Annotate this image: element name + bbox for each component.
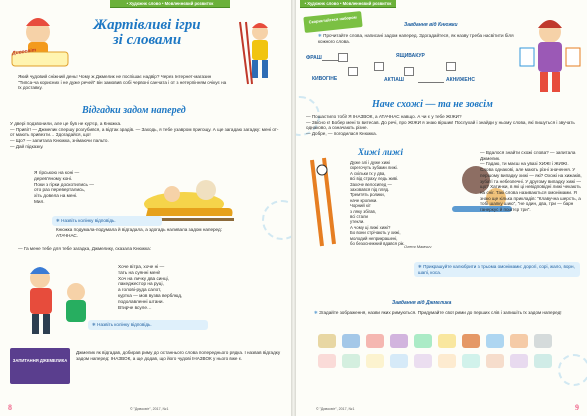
answer-box-4[interactable] (404, 67, 414, 76)
badge-ribbon (303, 11, 362, 33)
story-paragraph-1: У двері подзвонили, але це був не кур'єр, а Кнюжка. — Привіт! — Джмелик спершу розгубився, а відтак зрадів. — Заходь, я тебе узавром пригощу. А ще загадаю загадку: мені от-от мають привезти… Здогадайся, що! — Що? — запитала Кнюжка, знімаючи пальто. — Дай підказку. (10, 121, 279, 149)
promo-box[interactable] (10, 348, 70, 384)
promo-text: ЗАПИТАННЯ ДЖЕМЕЛИКА (12, 358, 68, 363)
snowflake-decoration (558, 354, 587, 386)
snowflake-icon: ❄ (318, 33, 324, 38)
picture-chair (462, 354, 480, 368)
snowflake-icon: ❄ (314, 310, 320, 315)
picture-bag (414, 354, 432, 368)
connector-line (418, 82, 444, 83)
task2-instructions (314, 310, 570, 316)
page-number-left: 8 (8, 403, 12, 412)
snowflake-decoration (262, 200, 291, 240)
left-page (0, 0, 291, 416)
girl-with-cards-illustration (516, 12, 584, 96)
kids-illustration (8, 262, 104, 344)
snowflake-icon: ❄ (418, 264, 422, 269)
hint-note-2-text: Назвіть колінку відповідь. (97, 322, 152, 327)
intro-text: Який чудовий сніжний день! Чому ж Джмелик не поспішає надвір? Через Інтернет-магазин "Типса-ча корисних і не дуже речей" він замовив собі червоні санчата і от з нетерпінням очікує на їх доставку. (18, 74, 227, 91)
task-label: Завдання від Кнюжки (404, 22, 458, 28)
riddle-poem-1: Я гірською на коні — дерев'яному коні. Поки з гірки доскотились — ото раз перевертались, хіть довела на мені. Мил. (34, 170, 94, 204)
picture-bell (390, 354, 408, 368)
footer-left: © "Дивосвіт", 2017, №1 (130, 407, 169, 411)
picture-sun (438, 334, 456, 348)
task2-label: Завдання від Джмелика (392, 300, 452, 306)
picture-squirrel (462, 334, 480, 348)
puzzle-word-3: КИВОГІНЕ (312, 76, 338, 82)
picture-hedgehog (534, 334, 552, 348)
poem-author: Олеся Мамчич (404, 244, 432, 249)
explanation-paragraph: — Вдалося знайти схожі слова? — запитала Джмелик. — Гадаю, ти маєш на увазі ХИЖІ і ЖИЖІ. Слова однакові, але мають різні значення. У першому випадку хижі — які? Охожі на хижаків, зубаті та небезпечні. У другому випадку хижі — що? Хатинки, в які ці невідповідні лижі чекають на сніг. Такі слова називаються омонімами. Я знаю ще кілька прикладів: "Клавучна шерсть, а тобі шапку шию", "не один, два, три — барн ганеркус й поштєр три". (480, 150, 582, 213)
snowflake-icon: ❄ (92, 322, 96, 327)
dialog-paragraph: — Пошастило тобі! Я ІНАЗВОК, а АТАЧНАС навщо. А чи є у тебе ЖІЖИ? — Звісно є! Бобер мені їх витесав. До речі, про ЖІЖИ я знаю віршик! Послухай і знайди у ньому слова, які пишуться і звучать однаково, а означають різне. — Добре, — погодилася Кнюжка. (306, 114, 575, 137)
magazine-logo-illustration (8, 10, 72, 68)
answer-box-5[interactable] (446, 62, 456, 71)
story-paragraph-2-text: Кнюжка подумала-подумала й відгадала, а здогадь наливала задом наперед: АТАЧНАС. (56, 227, 222, 238)
riddle-poem-2: Хоче вітра, хоче ні — тать на суянні мені! Хоч на личку два синці, лакеджестор на руці, а голові-руда салот, куртка — мов вузва верблюд, подолавленні штани. Втирче всуле… (118, 264, 183, 310)
task-instructions-text: Прочитайте слова, написані задом наперед. Здогадайтеся, як назву треба насвітити біля кожного слова. (318, 33, 514, 44)
connector-line (322, 60, 338, 61)
footer-right: © "Дивосвіт", 2017, №1 (316, 407, 355, 411)
hint-note-1 (52, 216, 162, 226)
page-number-right: 9 (575, 403, 579, 412)
article-title (72, 18, 222, 49)
top-category-bar (300, 0, 396, 8)
omonym-poem: Дуже злі і дуже хижі скрегочуть зубами лижі. А скільки їх у два, всі від страху ледь живі. Захоче велосипед — заховався під пляд. Тремтять ролики, наче кролики. Чорний кіт з ляку збігав, всі стали утекли. А чому ці лижі хижі? Бо вони стрічають у хижі, молодий неприкрашені, бо безоснежний вдався рік. (350, 160, 405, 247)
section-title-2: Наче схожі — та не зовсім (372, 99, 493, 110)
hint-note-2 (88, 320, 208, 330)
picture-cheese (366, 354, 384, 368)
picture-scarf (366, 334, 384, 348)
story-paragraph-2 (56, 227, 236, 238)
story-paragraph-4: Джмелик як відгадав, добирав риму до останнього слова попереднього рядка. І назвав відгадку задом наперед: ІНАЗВОК, а ще додав, що його чудові ІНАЗВОК у нього вже є. (76, 350, 281, 361)
hint-note-1-text: Назвіть колінку відповідь. (61, 218, 116, 223)
picture-mouse (318, 354, 336, 368)
puzzle-word-1: ФРАШ (306, 55, 322, 61)
picture-tree (414, 334, 432, 348)
answer-box-2[interactable] (374, 62, 384, 71)
right-page (296, 0, 587, 416)
puzzle-word-4: АКТІАШ (384, 77, 404, 83)
article-title-line1: Жартівливі ігри (93, 17, 201, 33)
badge-text: Скористайтеся набором (308, 14, 357, 25)
task2-instructions-text: Згадайте зображення, назви яких римуються. Придумайте свої рими до перших слів і запишіть їх задом наперед! (319, 310, 562, 315)
snowflake-icon: ❄ (56, 218, 60, 223)
picture-lamp (510, 354, 528, 368)
task-note (414, 262, 580, 277)
answer-box-3[interactable] (348, 67, 358, 76)
picture-bread (510, 334, 528, 348)
picture-bear (438, 354, 456, 368)
skier-illustration (222, 14, 288, 90)
top-category-bar (110, 0, 230, 8)
puzzle-word-5: АКНИЖЕНС (446, 77, 475, 83)
task-instructions (318, 33, 518, 44)
skis-illustration (302, 150, 352, 250)
puzzle-word-2: ЯЩИВАКУР (396, 53, 425, 59)
category-label: • Художнє слово • Мовленнєвий розвиток (304, 1, 392, 6)
task-note-text: Прикрашуйте калюбрити з трьома омонімами: дорогі, сорі, жало, ворн, шапі, коса. (418, 264, 575, 275)
picture-house (534, 354, 552, 368)
category-label: • Художнє слово • Мовленнєвий розвиток (126, 1, 214, 6)
intro-paragraph (18, 74, 228, 91)
picture-dog (486, 354, 504, 368)
picture-frog (342, 354, 360, 368)
logo-text: Дивосвіт (11, 47, 37, 57)
section-title: Відгадки задом наперед (82, 105, 186, 116)
picture-hat (390, 334, 408, 348)
poem-title: Хижі лижі (358, 147, 404, 157)
picture-skates (342, 334, 360, 348)
article-title-line2: зі словами (112, 32, 182, 49)
picture-fish (486, 334, 504, 348)
story-paragraph-3: — Га мене тебе для тебе загадка, Джмелику, сказала Кнюжка: (18, 246, 151, 251)
picture-mittens (318, 334, 336, 348)
answer-box-1[interactable] (338, 53, 348, 62)
